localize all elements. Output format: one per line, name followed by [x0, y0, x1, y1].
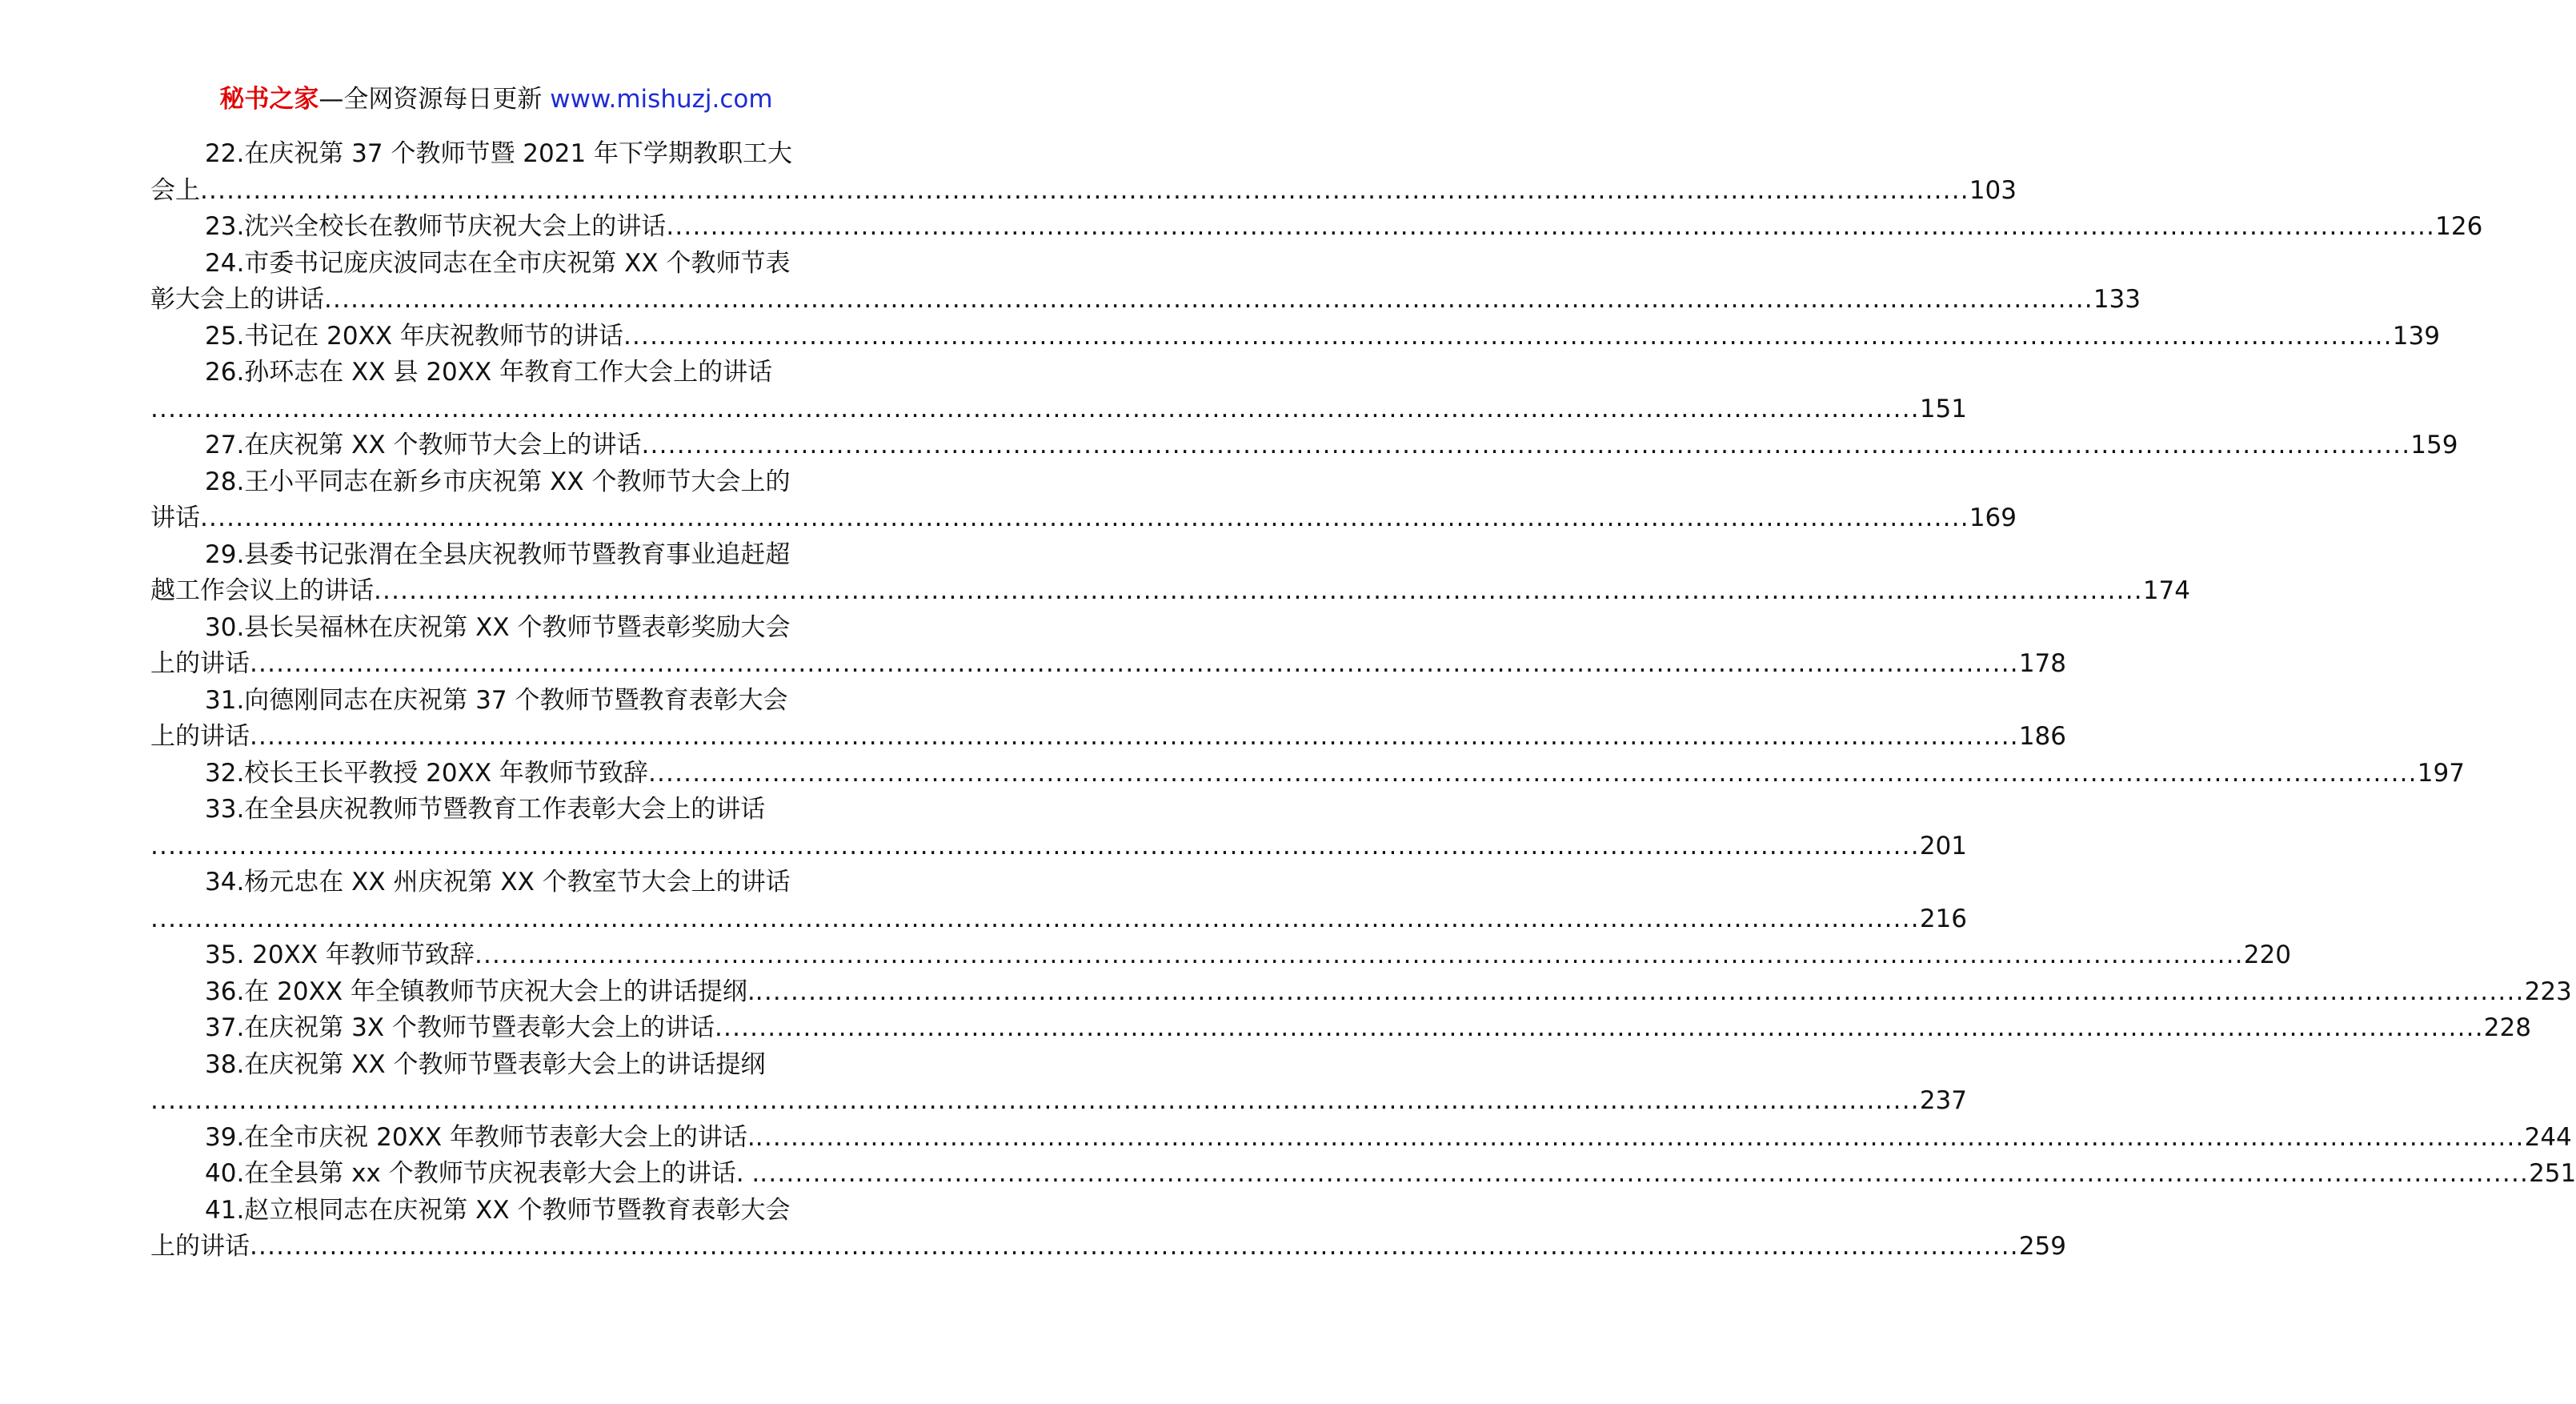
- toc-entry-title: 38.在庆祝第 XX 个教师节暨表彰大会上的讲话提纲: [205, 1049, 766, 1079]
- toc-page-number: 174: [2142, 576, 2190, 605]
- toc-entry[interactable]: [150, 974, 2572, 1011]
- toc-page-number: 201: [1919, 831, 1967, 860]
- toc-entry-title: 32.校长王长平教授 20XX 年教师节致辞: [205, 758, 648, 788]
- toc-entry-title: 上的讲话: [150, 722, 250, 751]
- toc-entry[interactable]: [150, 1120, 2572, 1157]
- toc-entry-line: [150, 646, 2066, 683]
- toc-page-number: 197: [2417, 758, 2465, 788]
- toc-entry-line: [150, 828, 1967, 865]
- toc-entry-title: 40.在全县第 xx 个教师节庆祝表彰大会上的讲话. .: [205, 1159, 760, 1188]
- toc-entry-title: 27.在庆祝第 XX 个教师节大会上的讲话: [205, 431, 642, 459]
- toc-entry[interactable]: [150, 1047, 1967, 1120]
- toc-entry[interactable]: [150, 136, 2017, 209]
- toc-entry-title: 29.县委书记张渭在全县庆祝教师节暨教育事业追赶超: [205, 540, 791, 569]
- toc-page-number: 223: [2524, 977, 2572, 1006]
- toc-page-number: 103: [1969, 175, 2017, 205]
- toc-entry-line: [150, 427, 2458, 464]
- toc-entry-line: [150, 573, 2190, 610]
- toc-dot-leader: ........................................................................................................................................................................................................: [641, 431, 2411, 459]
- toc-entry-line: [150, 756, 2465, 792]
- toc-entry-line: [150, 355, 898, 391]
- toc-dot-leader: ........................................................................................................................................................................................................: [324, 285, 2093, 314]
- toc-entry-line: [150, 610, 898, 647]
- toc-entry-line: [150, 173, 2017, 210]
- toc-entry[interactable]: [150, 537, 2190, 610]
- toc-page-number: 237: [1919, 1086, 1967, 1115]
- toc-dot-leader: ........................................................................................................................................................................................................: [755, 1122, 2525, 1152]
- toc-page-number: 216: [1919, 904, 1967, 933]
- toc-entry-line: [150, 937, 2291, 974]
- toc-dot-leader: ........................................................................................................................................................................................................: [150, 831, 1920, 860]
- toc-entry-line: [150, 136, 898, 173]
- toc-entry[interactable]: [150, 427, 2458, 464]
- toc-dot-leader: ........................................................................................................................................................................................................: [150, 394, 1920, 423]
- toc-entry-line: [150, 246, 898, 283]
- toc-dot-leader: ........................................................................................................................................................................................................: [200, 175, 1969, 205]
- toc-page-number: 169: [1969, 503, 2017, 532]
- toc-entry-line: [150, 1047, 898, 1084]
- header-tagline: —全网资源每日更新: [318, 85, 551, 114]
- toc-entry-line: [150, 209, 2483, 246]
- toc-entry-line: [150, 1229, 2066, 1266]
- toc-entry-line: [150, 500, 2017, 537]
- toc-dot-leader: ........................................................................................................................................................................................................: [250, 1232, 2019, 1261]
- toc-dot-leader: ........................................................................................................................................................................................................: [647, 758, 2418, 788]
- toc-entry-title: 39.在全市庆祝 20XX 年教师节表彰大会上的讲话.: [205, 1122, 755, 1152]
- toc-dot-leader: ........................................................................................................................................................................................................: [374, 576, 2143, 605]
- site-url-link[interactable]: www.mishuzj.com: [550, 85, 773, 114]
- toc-entry-title: 24.市委书记庞庆波同志在全市庆祝第 XX 个教师节表: [205, 248, 791, 278]
- toc-dot-leader: ........................................................................................................................................................................................................: [714, 1013, 2484, 1042]
- toc-entry[interactable]: [150, 464, 2017, 537]
- toc-dot-leader: ........................................................................................................................................................................................................: [666, 212, 2436, 241]
- table-of-contents: [150, 136, 2576, 1266]
- toc-dot-leader: ........................................................................................................................................................................................................: [623, 321, 2393, 351]
- toc-entry-title: 会上: [150, 175, 200, 205]
- toc-page-number: 220: [2243, 941, 2291, 969]
- toc-entry-line: [150, 1193, 898, 1230]
- toc-dot-leader: ........................................................................................................................................................................................................: [200, 503, 1969, 532]
- toc-dot-leader: ........................................................................................................................................................................................................: [250, 649, 2019, 678]
- toc-entry-line: [150, 1156, 2576, 1193]
- toc-entry[interactable]: [150, 937, 2291, 974]
- toc-page-number: 133: [2093, 285, 2141, 314]
- toc-page-number: 126: [2435, 212, 2483, 241]
- toc-entry-title: 34.杨元忠在 XX 州庆祝第 XX 个教室节大会上的讲话: [205, 868, 791, 897]
- toc-page-number: 259: [2018, 1232, 2066, 1261]
- toc-entry[interactable]: [150, 355, 1967, 427]
- toc-entry-title: 31.向德刚同志在庆祝第 37 个教师节暨教育表彰大会: [205, 685, 788, 715]
- brand-name: 秘书之家: [219, 85, 319, 114]
- toc-entry[interactable]: [150, 610, 2066, 683]
- toc-dot-leader: ........................................................................................................................................................................................................: [474, 941, 2244, 969]
- toc-entry[interactable]: [150, 792, 1967, 864]
- toc-entry-title: 41.赵立根同志在庆祝第 XX 个教师节暨教育表彰大会: [205, 1195, 791, 1225]
- toc-entry-line: [150, 282, 2141, 319]
- toc-entry-title: 讲话: [150, 503, 200, 532]
- toc-entry-title: 28.王小平同志在新乡市庆祝第 XX 个教师节大会上的: [205, 467, 791, 496]
- toc-entry-title: 26.孙环志在 XX 县 20XX 年教育工作大会上的讲话: [205, 358, 773, 387]
- toc-entry-title: 22.在庆祝第 37 个教师节暨 2021 年下学期教职工大: [205, 139, 793, 168]
- toc-entry[interactable]: [150, 1010, 2531, 1047]
- toc-entry-title: 33.在全县庆祝教师节暨教育工作表彰大会上的讲话: [205, 795, 766, 824]
- toc-entry-title: 上的讲话: [150, 649, 250, 678]
- toc-entry-line: [150, 537, 898, 574]
- toc-entry-line: [150, 719, 2066, 756]
- toc-entry[interactable]: [150, 1156, 2576, 1193]
- toc-dot-leader: ........................................................................................................................................................................................................: [755, 977, 2525, 1006]
- toc-page-number: 159: [2410, 431, 2458, 459]
- toc-entry[interactable]: [150, 209, 2483, 246]
- toc-page-number: 244: [2524, 1122, 2572, 1152]
- toc-entry-title: 越工作会议上的讲话: [150, 576, 374, 605]
- toc-entry-title: 彰大会上的讲话: [150, 285, 324, 314]
- toc-page-number: 151: [1919, 394, 1967, 423]
- toc-entry-line: [150, 792, 898, 828]
- toc-page-number: 186: [2018, 722, 2066, 751]
- toc-entry-line: [150, 391, 1967, 428]
- toc-entry[interactable]: [150, 1193, 2066, 1266]
- toc-entry-line: [150, 319, 2440, 355]
- toc-entry[interactable]: [150, 683, 2066, 756]
- toc-entry-title: 35. 20XX 年教师节致辞: [205, 941, 475, 969]
- toc-dot-leader: ........................................................................................................................................................................................................: [150, 1086, 1920, 1115]
- toc-entry-title: 25.书记在 20XX 年庆祝教师节的讲话: [205, 321, 623, 351]
- toc-entry[interactable]: [150, 756, 2465, 792]
- toc-entry-line: [150, 1010, 2531, 1047]
- toc-entry-line: [150, 864, 898, 901]
- toc-dot-leader: ........................................................................................................................................................................................................: [250, 722, 2019, 751]
- toc-entry-title: 23.沈兴全校长在教师节庆祝大会上的讲话: [205, 212, 667, 241]
- toc-entry-line: [150, 683, 898, 720]
- toc-page-number: 251: [2529, 1159, 2576, 1188]
- toc-entry-line: [150, 1083, 1967, 1120]
- toc-entry-title: 上的讲话: [150, 1232, 250, 1261]
- toc-entry[interactable]: [150, 319, 2440, 355]
- toc-page-number: 178: [2018, 649, 2066, 678]
- toc-entry-line: [150, 1120, 2572, 1157]
- toc-entry-title: 37.在庆祝第 3X 个教师节暨表彰大会上的讲话: [205, 1013, 715, 1042]
- toc-entry-line: [150, 901, 1967, 938]
- toc-page-number: 228: [2483, 1013, 2531, 1042]
- toc-page-number: 139: [2392, 321, 2440, 351]
- site-header: [0, 82, 992, 117]
- toc-entry-title: 36.在 20XX 年全镇教师节庆祝大会上的讲话提纲.: [205, 977, 755, 1006]
- toc-entry-title: 30.县长吴福林在庆祝第 XX 个教师节暨表彰奖励大会: [205, 612, 791, 642]
- toc-entry-line: [150, 974, 2572, 1011]
- toc-dot-leader: ........................................................................................................................................................................................................: [759, 1159, 2530, 1188]
- toc-dot-leader: ........................................................................................................................................................................................................: [150, 904, 1920, 933]
- toc-entry[interactable]: [150, 246, 2141, 319]
- toc-entry-line: [150, 464, 898, 501]
- toc-entry[interactable]: [150, 864, 1967, 937]
